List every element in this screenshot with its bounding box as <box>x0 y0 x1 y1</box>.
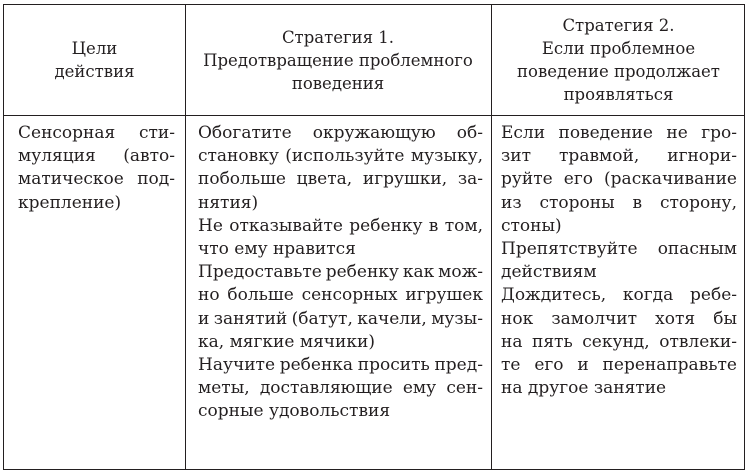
word: Предоставьте <box>198 262 322 283</box>
header-line: поведение продолжает <box>517 62 720 81</box>
text-line <box>198 145 483 168</box>
text-line <box>501 192 737 215</box>
word: хотя <box>655 308 696 329</box>
text-line <box>198 215 483 238</box>
word: отвлеки- <box>659 331 737 352</box>
text-line <box>198 284 483 307</box>
word: не <box>666 123 688 143</box>
text-line <box>501 122 737 145</box>
word: стоны) <box>501 215 562 236</box>
word: музыку, <box>410 146 483 167</box>
text-line <box>501 354 737 377</box>
word: перенаправьте <box>602 355 737 376</box>
word: (авто- <box>123 146 175 167</box>
word: замолчит <box>551 308 637 329</box>
word: окружающую <box>312 123 436 143</box>
word: гро- <box>701 123 737 143</box>
word: ребе- <box>690 285 737 306</box>
word: из <box>501 192 522 213</box>
header-strategy-2-text <box>517 14 720 106</box>
word: что ему нравится <box>198 239 356 260</box>
word: пред- <box>434 355 483 376</box>
word: игрушек <box>405 285 483 306</box>
text-line <box>198 377 483 400</box>
word: (раскачивание <box>604 169 737 190</box>
word: и <box>577 355 589 376</box>
word: становку <box>198 146 279 167</box>
word: его <box>563 169 593 190</box>
word: нок <box>501 308 534 329</box>
text-line <box>18 145 175 168</box>
text-line <box>501 261 737 284</box>
word: ребенку <box>349 215 423 236</box>
word: сторону, <box>659 192 737 213</box>
word: ка, мягкие мячики) <box>198 331 375 352</box>
text-line <box>198 400 483 423</box>
text-line <box>18 192 175 215</box>
text-line <box>198 168 483 191</box>
word: игрушки, <box>362 169 448 190</box>
text-line <box>198 261 483 284</box>
word: занятий <box>213 308 288 329</box>
word: как <box>402 262 435 283</box>
word: на другое занятие <box>501 378 667 399</box>
header-strategy-2 <box>491 5 746 115</box>
header-line: Стратегия 2. <box>562 16 675 35</box>
word: но <box>198 285 220 306</box>
word: пять <box>532 331 573 352</box>
word: игнори- <box>667 146 737 167</box>
word: опасным <box>657 239 737 260</box>
word: крепление) <box>18 192 122 213</box>
word: Сенсорная <box>18 123 116 143</box>
word: сенсорных <box>301 285 398 306</box>
word: ему <box>402 378 437 399</box>
word: меты, <box>198 378 250 399</box>
word: музы- <box>431 308 483 329</box>
word: нятия) <box>198 192 259 213</box>
text-line <box>501 308 737 331</box>
word: больше <box>227 285 294 306</box>
text-line <box>18 122 175 145</box>
text-line <box>501 377 737 400</box>
header-line: Если проблемное <box>541 39 696 58</box>
word: муляция <box>18 146 96 167</box>
text-line <box>501 145 737 168</box>
word: сорные удовольствия <box>198 401 391 422</box>
word: ребенку <box>325 262 399 283</box>
header-goals-text <box>55 37 135 83</box>
text-line <box>198 308 483 331</box>
header-goals <box>4 5 185 115</box>
word: стороны <box>539 192 615 213</box>
header-line: действия <box>54 62 135 81</box>
cell-strategy-2-text <box>501 117 737 400</box>
text-line <box>501 168 737 191</box>
header-line: Предотвращение проблемного <box>203 50 473 70</box>
word: те <box>501 355 521 376</box>
word: секунд, <box>582 331 650 352</box>
text-line <box>501 215 737 238</box>
word: отказывайте <box>229 215 343 236</box>
word: действиям <box>501 262 597 283</box>
word: сти- <box>138 123 175 143</box>
word: в <box>632 192 643 213</box>
word: в <box>428 215 439 236</box>
word: за- <box>457 169 483 190</box>
word: его <box>534 355 564 376</box>
word: и <box>198 308 210 329</box>
text-line <box>198 192 483 215</box>
word: когда <box>622 285 674 306</box>
word: об- <box>456 123 483 143</box>
strategy-table <box>3 4 745 470</box>
word: доставляющие <box>259 378 393 399</box>
cell-strategy-1-text <box>198 117 483 424</box>
word: под- <box>137 169 175 190</box>
text-line <box>198 122 483 145</box>
header-strategy-1 <box>185 5 491 115</box>
text-line <box>501 331 737 354</box>
word: (используйте <box>285 146 405 167</box>
text-line <box>198 354 483 377</box>
word: том, <box>444 215 483 236</box>
word: Не <box>198 215 223 236</box>
word: Дождитесь, <box>501 285 607 306</box>
word: качели, <box>357 308 427 329</box>
word: Препятствуйте <box>501 239 638 260</box>
word: мож- <box>438 262 483 283</box>
word: Обогатите <box>198 123 292 143</box>
word: (батут, <box>291 308 353 329</box>
word: матическое <box>18 169 124 190</box>
word: цвета, <box>296 169 353 190</box>
header-line: проявляться <box>563 85 674 104</box>
cell-goal-sensory <box>18 117 175 215</box>
text-line <box>18 168 175 191</box>
word: травмой, <box>559 146 640 167</box>
word: бы <box>713 308 737 329</box>
word: Научите <box>198 355 275 376</box>
word: на <box>501 331 523 352</box>
text-line <box>501 238 737 261</box>
header-line: поведения <box>291 73 385 93</box>
header-line: Стратегия 1. <box>281 27 395 47</box>
text-line <box>501 284 737 307</box>
text-line <box>198 331 483 354</box>
word: руйте <box>501 169 553 190</box>
header-strategy-1-text <box>203 26 473 95</box>
word: ребенка <box>279 355 354 376</box>
text-line <box>198 238 483 261</box>
word: побольше <box>198 169 286 190</box>
header-line: Цели <box>71 39 118 58</box>
word: сен- <box>446 378 483 399</box>
word: поведение <box>558 123 653 143</box>
word: просить <box>357 355 430 376</box>
word: Если <box>501 123 546 143</box>
header-divider <box>4 115 744 116</box>
word: зит <box>501 146 532 167</box>
